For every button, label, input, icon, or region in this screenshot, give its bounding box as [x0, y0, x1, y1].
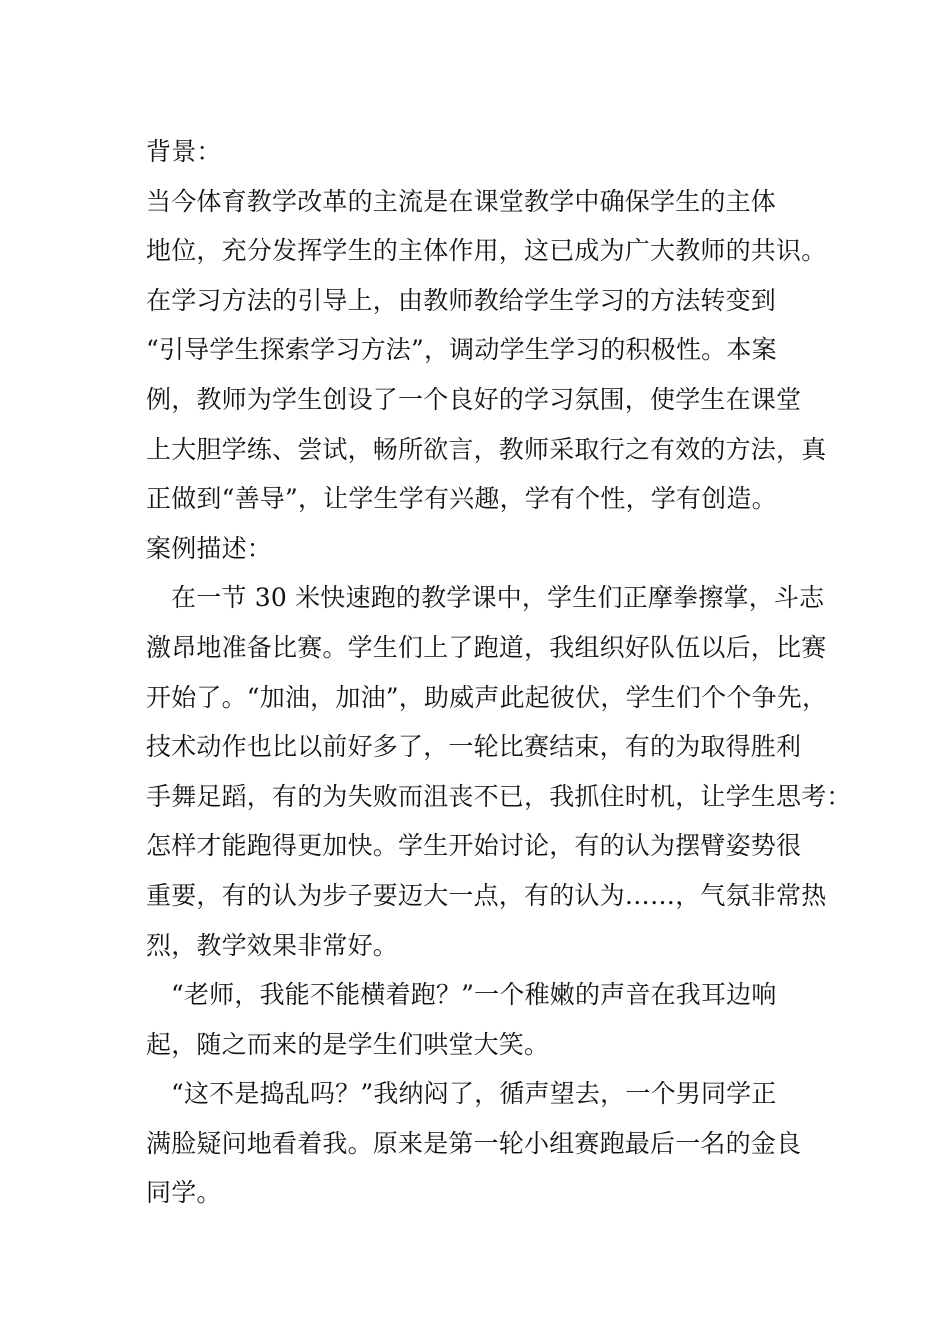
text-line: 当今体育教学改革的主流是在课堂教学中确保学生的主体 — [146, 186, 777, 216]
background-paragraph — [146, 177, 827, 524]
text-line: 激昂地准备比赛。学生们上了跑道，我组织好队伍以后，比赛 — [146, 632, 827, 662]
text-line: 同学。 — [146, 1178, 222, 1208]
text-line: 手舞足蹈，有的为失败而沮丧不已，我抓住时机，让学生思考： — [146, 781, 852, 811]
document-body — [146, 127, 852, 1218]
text-line: “老师，我能不能横着跑？”一个稚嫩的声音在我耳边响 — [171, 980, 777, 1010]
text-line: 地位，充分发挥学生的主体作用，这已成为广大教师的共识。 — [146, 236, 827, 266]
text-line: “这不是捣乱吗？”我纳闷了，循声望去，一个男同学正 — [171, 1079, 777, 1109]
text-line: 上大胆学练、尝试，畅所欲言，教师采取行之有效的方法，真 — [146, 434, 827, 464]
case-paragraph-3 — [146, 1069, 811, 1218]
case-paragraph-1 — [146, 573, 852, 970]
text-line: 满脸疑问地看着我。原来是第一轮小组赛跑最后一名的金良 — [146, 1128, 802, 1158]
text-line: 在学习方法的引导上，由教师教给学生学习的方法转变到 — [146, 285, 777, 315]
text-line: 怎样才能跑得更加快。学生开始讨论，有的认为摆臂姿势很 — [146, 831, 802, 861]
text-line: 重要，有的认为步子要迈大一点，有的认为……，气氛非常热 — [146, 880, 827, 910]
text-line: 烈，教学效果非常好。 — [146, 930, 399, 960]
text-line: 起，随之而来的是学生们哄堂大笑。 — [146, 1029, 550, 1059]
text-line: 技术动作也比以前好多了，一轮比赛结束，有的为取得胜利 — [146, 732, 802, 762]
text-line: 正做到“善导”，让学生学有兴趣，学有个性，学有创造。 — [146, 484, 777, 514]
heading-background: 背景： — [146, 137, 222, 166]
text-line: 在一节 30 米快速跑的教学课中，学生们正摩拳擦掌，斗志 — [171, 583, 825, 613]
text-line: 开始了。“加油，加油”，助威声此起彼伏，学生们个个争先， — [146, 682, 828, 712]
case-paragraph-2 — [146, 970, 811, 1069]
text-line: “引导学生探索学习方法”，调动学生学习的积极性。本案 — [146, 335, 777, 365]
heading-case-description: 案例描述： — [146, 533, 273, 563]
text-line: 例，教师为学生创设了一个良好的学习氛围，使学生在课堂 — [146, 384, 802, 414]
